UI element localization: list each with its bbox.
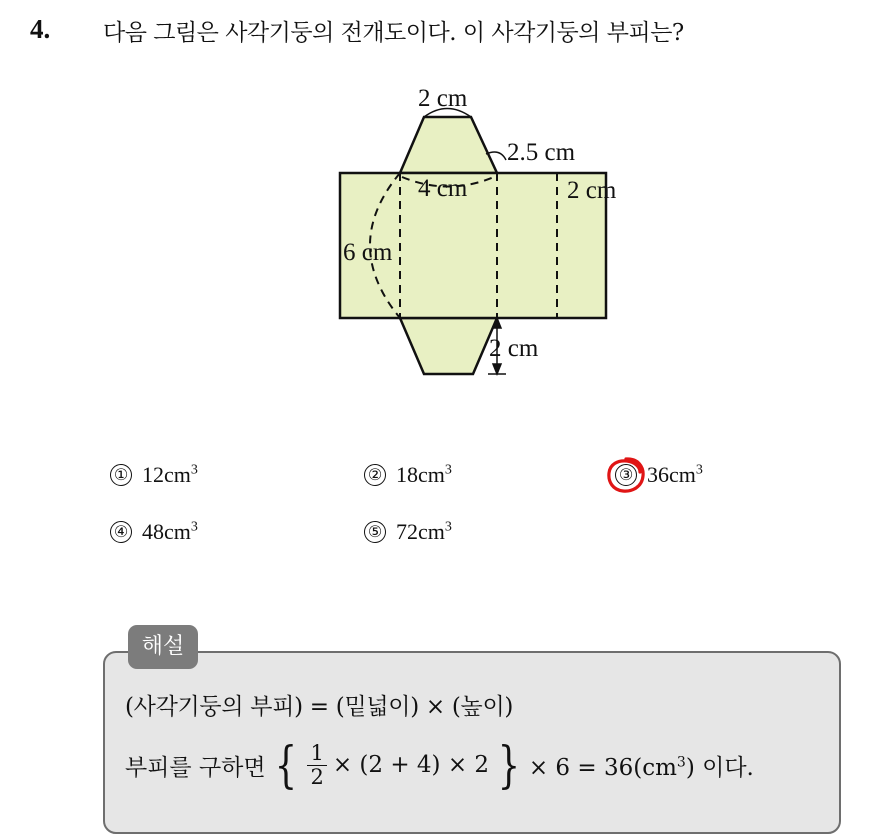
choice-3-number: ③ [615, 464, 637, 486]
right-brace: } [497, 736, 521, 794]
choice-3-value: $36cm^3$ [647, 462, 703, 487]
top-trapezoid [400, 117, 497, 173]
choice-2-number: ② [364, 464, 386, 486]
label-top-width: 2 cm [418, 85, 468, 112]
choice-4-number: ④ [110, 521, 132, 543]
choice-2-value: $18cm^3$ [396, 462, 452, 487]
prism-net-figure [300, 70, 640, 390]
label-base-width: 4 cm [418, 175, 468, 202]
choice-5-value: $72cm^3$ [396, 519, 452, 544]
choice-1-number: ① [110, 464, 132, 486]
solution-expr-after: × $6 = 36(cm^3)$ 이다. [528, 753, 754, 781]
choice-1-value: $12cm^3$ [142, 462, 198, 487]
choice-1[interactable] [110, 462, 198, 488]
choice-5-number: ⑤ [364, 521, 386, 543]
solution-expr-inner: × (2 + 4) × 2 [332, 752, 490, 778]
label-trap-height: 2 cm [489, 335, 539, 362]
choice-4[interactable] [110, 519, 198, 545]
choice-4-value: $48cm^3$ [142, 519, 198, 544]
solution-line-2-prefix: 부피를 구하면 [125, 754, 266, 781]
question-number: 4. [30, 14, 51, 44]
label-right-width: 2 cm [567, 177, 617, 204]
bottom-trapezoid [400, 318, 497, 374]
question-text: 다음 그림은 사각기둥의 전개도이다. 이 사각기둥의 부피는? [103, 20, 684, 46]
solution-badge: 해설 [128, 625, 198, 669]
solution-line-1: (사각기둥의 부피) = (밑넓이) × (높이) [125, 694, 514, 720]
answer-mark-circle [605, 455, 647, 495]
label-slant: 2.5 cm [507, 139, 576, 166]
choice-5[interactable] [364, 519, 452, 545]
choice-2[interactable] [364, 462, 452, 488]
label-height: 6 cm [343, 239, 393, 266]
fraction-half: $\frac{1}{2}$ [307, 742, 326, 787]
solution-line-2 [125, 736, 754, 794]
left-brace: { [274, 736, 297, 794]
